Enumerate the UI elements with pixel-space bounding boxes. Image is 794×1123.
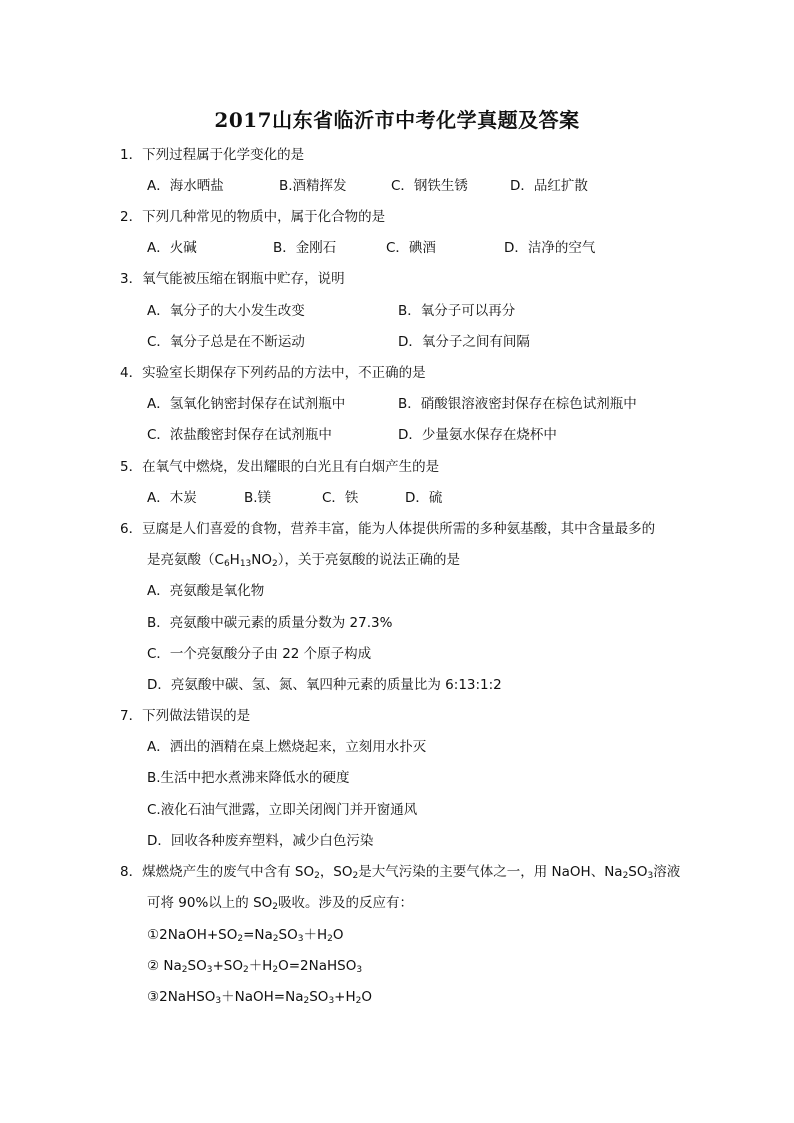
q7-option-c: C.液化石油气泄露，立即关闭阀门并开窗通风 xyxy=(147,802,418,818)
q2-option-b: B．金刚石 xyxy=(273,240,337,256)
q4-option-a: A．氢氧化钠密封保存在试剂瓶中 xyxy=(147,396,346,412)
q6-option-b: B．亮氨酸中碳元素的质量分数为 27.3% xyxy=(147,615,393,631)
question-8-stem-continued: 可将 90%以上的 $SO_2$吸收。涉及的反应有： xyxy=(147,895,414,912)
q2-option-a: A．火碱 xyxy=(147,240,197,256)
question-6-stem: 6．豆腐是人们喜爱的食物，营养丰富，能为人体提供所需的多种氨基酸，其中含量最多的 xyxy=(120,521,656,537)
q3-option-d: D．氧分子之间有间隔 xyxy=(398,334,530,350)
q4-option-b: B．硝酸银溶液密封保存在棕色试剂瓶中 xyxy=(398,396,637,412)
q3-option-a: A．氧分子的大小发生改变 xyxy=(147,303,305,319)
question-2-stem: 2．下列几种常见的物质中，属于化合物的是 xyxy=(120,209,386,225)
q1-option-c: C．钢铁生锈 xyxy=(391,178,468,194)
page-title: 2017山东省临沂市中考化学真题及答案 xyxy=(214,108,580,132)
q5-option-c: C．铁 xyxy=(322,490,359,506)
q2-option-c: C．碘酒 xyxy=(386,240,436,256)
q6-option-d: D．亮氨酸中碳、氢、氮、氧四种元素的质量比为 6:13:1:2 xyxy=(147,677,502,693)
q8-reaction-2: ② $Na_2SO_3+SO_2+H_2O=2NaHSO_3$ xyxy=(147,958,363,975)
question-3-stem: 3．氧气能被压缩在钢瓶中贮存，说明 xyxy=(120,271,345,287)
q7-option-d: D．回收各种废弃塑料，减少白色污染 xyxy=(147,833,374,849)
q7-option-a: A．洒出的酒精在桌上燃烧起来，立刻用水扑灭 xyxy=(147,739,427,755)
question-7-stem: 7．下列做法错误的是 xyxy=(120,708,251,724)
q5-option-d: D．硫 xyxy=(405,490,443,506)
q1-option-d: D．品红扩散 xyxy=(510,178,588,194)
q5-option-a: A．木炭 xyxy=(147,490,197,506)
question-6-stem-continued: 是亮氨酸$(C_6H_{13}NO_2)$，关于亮氨酸的说法正确的是 xyxy=(147,552,460,569)
question-4-stem: 4．实验室长期保存下列药品的方法中，不正确的是 xyxy=(120,365,426,381)
q8-reaction-1: $①2NaOH+SO_2=Na_2SO_3+H_2O$ xyxy=(147,927,344,944)
question-8-stem: 8．煤燃烧产生的废气中含有 $SO_2$，$SO_2$是大气污染的主要气体之一，用 NaOH、$Na_2SO_3$溶液 xyxy=(120,864,681,881)
q2-option-d: D．洁净的空气 xyxy=(504,240,596,256)
q5-option-b: B.镁 xyxy=(244,490,272,506)
question-5-stem: 5．在氧气中燃烧，发出耀眼的白光且有白烟产生的是 xyxy=(120,459,440,475)
question-1-stem: 1．下列过程属于化学变化的是 xyxy=(120,147,305,163)
q3-option-c: C．氧分子总是在不断运动 xyxy=(147,334,305,350)
q3-option-b: B．氧分子可以再分 xyxy=(398,303,516,319)
q6-option-c: C．一个亮氨酸分子由 22 个原子构成 xyxy=(147,646,372,662)
q4-option-c: C．浓盐酸密封保存在试剂瓶中 xyxy=(147,427,332,443)
q4-option-d: D．少量氨水保存在烧杯中 xyxy=(398,427,557,443)
q1-option-a: A．海水晒盐 xyxy=(147,178,224,194)
q1-option-b: B.酒精挥发 xyxy=(279,178,347,194)
q6-option-a: A．亮氨酸是氧化物 xyxy=(147,583,265,599)
q8-reaction-3: $③2NaHSO_3+NaOH=Na_2SO_3+H_2O$ xyxy=(147,989,373,1006)
q7-option-b: B.生活中把水煮沸来降低水的硬度 xyxy=(147,770,350,786)
